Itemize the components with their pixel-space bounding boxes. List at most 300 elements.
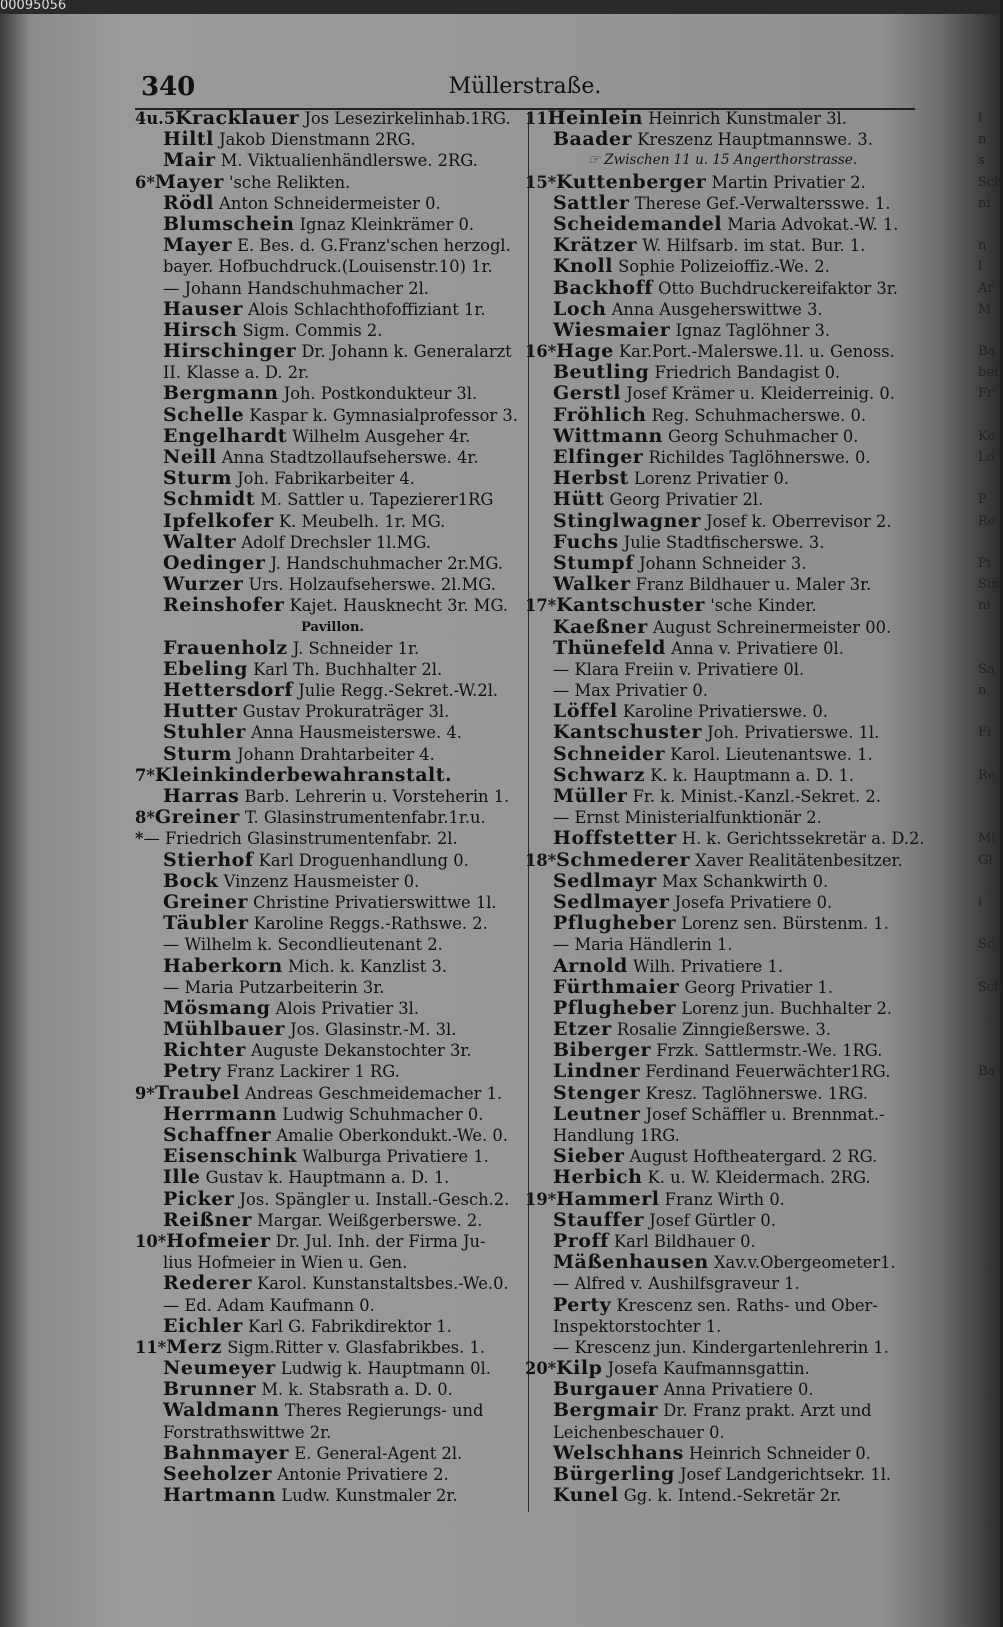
surname: Biberger [553, 1039, 652, 1062]
surname: Fürthmaier [553, 975, 680, 998]
house-number: 18* [525, 850, 557, 870]
surname: Richter [163, 1039, 246, 1062]
directory-entry [525, 913, 920, 934]
entry-text: Ludwig Schuhmacher 0. [282, 1104, 484, 1124]
directory-entry [135, 913, 530, 934]
surname: Bergmann [163, 382, 279, 405]
directory-entry [525, 405, 920, 426]
surname: Kunel [553, 1484, 619, 1507]
entry-text: — Maria Putzarbeiterin 3r. [163, 977, 385, 997]
entry-text: Therese Gef.-Verwaltersswe. 1. [634, 193, 891, 213]
margin-fragment [978, 320, 1000, 341]
entry-text: Ludw. Kunstmaler 2r. [281, 1486, 458, 1506]
surname: Pflugheber [553, 912, 677, 935]
entry-text: Christine Privatierswittwe 1l. [253, 892, 497, 912]
directory-entry [135, 256, 530, 277]
entry-text: Forstrathswittwe 2r. [163, 1422, 332, 1442]
surname: Etzer [553, 1018, 612, 1041]
directory-entry [525, 1464, 920, 1485]
entry-text: H. k. Gerichtssekretär a. D.2. [681, 829, 925, 849]
surname: Neumeyer [163, 1357, 276, 1380]
margin-fragment [978, 617, 1000, 638]
directory-entry [525, 1061, 920, 1082]
directory-entry [525, 998, 920, 1019]
directory-entry [135, 362, 530, 383]
entry-text: August Schreinermeister 00. [652, 617, 892, 637]
margin-fragment: ni [978, 195, 991, 211]
entry-text: Julie Regg.-Sekret.-W.2l. [298, 681, 499, 701]
surname: Proff [553, 1229, 609, 1252]
margin-fragment: Mi [978, 831, 996, 847]
surname: Scheidemandel [553, 212, 723, 235]
entry-text: Heinrich Kunstmaler 3l. [648, 109, 847, 128]
directory-entry [135, 1210, 530, 1231]
entry-text: Auguste Dekanstochter 3r. [250, 1041, 472, 1061]
entry-text: Dr. Johann k. Generalarzt [301, 342, 512, 362]
surname: Thünefeld [553, 636, 666, 659]
surname: Täubler [163, 912, 249, 935]
margin-fragment: Sin [978, 577, 1000, 593]
entry-text: Johann Drahtarbeiter 4. [237, 744, 435, 764]
margin-fragment [978, 532, 1000, 553]
surname: Hütt [553, 488, 605, 511]
surname: Schmederer [556, 848, 690, 871]
entry-text: Johann Schneider 3. [639, 553, 807, 573]
directory-entry [525, 1379, 920, 1400]
entry-text: — Ernst Ministerialfunktionär 2. [553, 808, 822, 828]
directory-entry [135, 108, 530, 129]
surname: Pflugheber [553, 996, 677, 1019]
margin-fragment [978, 1083, 1000, 1104]
margin-fragment [978, 786, 1000, 807]
margin-fragment: Fi [978, 725, 992, 741]
surname: Krätzer [553, 234, 637, 257]
directory-entry [135, 1337, 530, 1358]
entry-text: Josefa Privatiere 0. [674, 892, 833, 912]
directory-entry [135, 489, 530, 510]
surname: Stinglwagner [553, 509, 701, 532]
entry-text: Andreas Geschmeidemacher 1. [245, 1083, 503, 1103]
entry-text: Anna Ausgeherswittwe 3. [611, 299, 823, 319]
directory-entry [135, 701, 530, 722]
directory-entry [525, 680, 920, 701]
entry-text: M. Viktualienhändlerswe. 2RG. [220, 151, 478, 171]
directory-entry [525, 892, 920, 913]
surname: Bahnmayer [163, 1441, 290, 1464]
surname: Sattler [553, 191, 630, 214]
entry-text: — Klara Freiin v. Privatiere 0l. [553, 659, 805, 679]
margin-fragment [978, 1167, 1000, 1188]
margin-fragment: Sa [978, 661, 995, 677]
surname: Eichler [163, 1314, 243, 1337]
surname: Lindner [553, 1060, 641, 1083]
directory-entry [135, 574, 530, 595]
surname: Kilp [556, 1357, 603, 1380]
directory-entry [135, 892, 530, 913]
entry-text: Martin Privatier 2. [711, 172, 866, 192]
surname: Bürgerling [553, 1463, 675, 1485]
surname: Petry [163, 1060, 222, 1083]
directory-entry [135, 659, 530, 680]
margin-fragment [978, 1485, 1000, 1506]
entry-text: — Wilhelm k. Secondlieutenant 2. [163, 935, 443, 955]
entry-text: T. Glasinstrumentenfabr.1r.u. [245, 808, 486, 828]
entry-text: Maria Advokat.-W. 1. [727, 214, 899, 234]
margin-fragment [978, 871, 1000, 892]
directory-entry [135, 1061, 530, 1082]
surname: Arnold [553, 954, 628, 977]
directory-entry [135, 426, 530, 447]
surname: Sturm [163, 742, 232, 765]
surname: Hettersdorf [163, 679, 294, 702]
house-number: 7* [135, 765, 155, 785]
surname: Sieber [553, 1145, 625, 1168]
directory-entry [135, 235, 530, 256]
directory-entry [525, 150, 920, 171]
directory-entry [525, 362, 920, 383]
margin-fragment [978, 956, 1000, 977]
surname: Hirschinger [163, 340, 297, 363]
entry-text: Karl G. Fabrikdirektor 1. [248, 1316, 452, 1336]
entry-text: lius Hofmeier in Wien u. Gen. [163, 1253, 408, 1273]
directory-entry [525, 553, 920, 574]
surname: Schmidt [163, 488, 255, 511]
surname: Kaeßner [553, 615, 648, 638]
entry-text: Xaver Realitätenbesitzer. [695, 850, 903, 870]
surname: Stierhof [163, 848, 254, 871]
entry-text: Gg. k. Intend.-Sekretär 2r. [623, 1486, 842, 1506]
directory-entry [135, 998, 530, 1019]
directory-entry [525, 1337, 920, 1358]
directory-entry [135, 934, 530, 955]
directory-entry [525, 532, 920, 553]
surname: Wurzer [163, 573, 244, 596]
margin-fragment: P [978, 492, 987, 508]
directory-entry [525, 827, 925, 850]
surname: Picker [163, 1187, 235, 1210]
entry-text: Karol. Lieutenantswe. 1. [670, 744, 873, 764]
directory-entry [135, 1231, 530, 1252]
surname: Herrmann [163, 1102, 278, 1125]
surname: Seeholzer [163, 1463, 272, 1485]
directory-entry [525, 701, 920, 722]
entry-text: Josef Krämer u. Kleiderreinig. 0. [626, 384, 895, 404]
surname: Frauenholz [163, 636, 288, 659]
directory-entry [525, 807, 920, 828]
entry-text: — Ed. Adam Kaufmann 0. [163, 1295, 375, 1315]
entry-text: Gustav k. Hauptmann a. D. 1. [205, 1168, 450, 1188]
entry-text: Jos Lesezirkelinhab.1RG. [304, 109, 511, 128]
entry-text: Alois Schlachthofoffiziant 1r. [248, 299, 486, 319]
entry-text: M. Sattler u. Tapezierer1RG [260, 490, 494, 510]
directory-entry [135, 1464, 530, 1485]
surname: Fröhlich [553, 403, 647, 426]
running-head: Müllerstraße. [448, 74, 602, 99]
house-number: 17* [525, 596, 557, 616]
margin-fragment [978, 1295, 1000, 1316]
margin-fragment [978, 1210, 1000, 1231]
surname: Hoffstetter [553, 827, 677, 850]
surname: Engelhardt [163, 424, 288, 447]
surname: Heinlein [547, 107, 644, 129]
directory-entry [135, 1316, 530, 1337]
directory-entry [135, 1443, 530, 1464]
entry-text: Adolf Drechsler 1l.MG. [241, 532, 431, 552]
entry-text: Inspektorstochter 1. [553, 1316, 722, 1336]
margin-fragment: i [978, 894, 983, 910]
house-number: 16* [525, 342, 557, 362]
surname: Kleinkinderbewahranstalt. [154, 763, 453, 786]
surname: Hauser [163, 297, 243, 320]
entry-text: Anton Schneidermeister 0. [219, 193, 441, 213]
surname: Greiner [163, 890, 248, 913]
margin-fragment: Re [978, 767, 996, 783]
surname: Perty [553, 1293, 612, 1316]
entry-text: Margar. Weißgerberswe. 2. [257, 1210, 483, 1230]
directory-entry [135, 956, 530, 977]
margin-fragment [978, 1443, 1000, 1464]
margin-fragment [978, 1422, 1000, 1443]
entry-text: Lorenz jun. Buchhalter 2. [681, 998, 893, 1018]
directory-entry [135, 1295, 530, 1316]
entry-text: Kar.Port.-Malerswe.1l. u. Genoss. [619, 342, 895, 362]
margin-fragment [978, 1464, 1000, 1485]
entry-text: J. Schneider 1r. [292, 638, 420, 658]
surname: Bergmair [553, 1399, 659, 1422]
surname: Hofmeier [166, 1229, 271, 1252]
directory-entry [135, 1400, 530, 1421]
margin-fragment [978, 1316, 1000, 1337]
entry-text: Dr. Jul. Inh. der Firma Ju- [275, 1231, 486, 1251]
directory-entry [135, 1485, 530, 1506]
directory-entry [135, 828, 530, 849]
entry-text: K. Meubelh. 1r. MG. [278, 511, 446, 531]
directory-entry [135, 1189, 530, 1210]
entry-text: Lorenz sen. Bürstenm. 1. [681, 914, 889, 934]
surname: Herbst [553, 467, 629, 490]
entry-text: Franz Bildhauer u. Maler 3r. [635, 575, 872, 595]
directory-entry [135, 1273, 530, 1294]
entry-text: Ignaz Taglöhner 3. [675, 320, 831, 340]
surname: Walker [553, 573, 631, 596]
entry-text: Joh. Fabrikarbeiter 4. [237, 469, 415, 489]
entry-text: — Max Privatier 0. [553, 681, 708, 701]
entry-text: Anna Stadtzollaufseherswe. 4r. [221, 448, 479, 467]
directory-entry [135, 129, 530, 150]
surname: Burgauer [553, 1378, 659, 1401]
directory-entry [135, 977, 530, 998]
surname: Brunner [163, 1378, 257, 1401]
directory-entry [525, 1125, 920, 1146]
directory-entry [135, 511, 530, 532]
directory-entry [135, 172, 530, 193]
entry-text: August Hoftheatergard. 2 RG. [629, 1147, 878, 1167]
directory-entry [135, 214, 530, 235]
entry-text: — Johann Handschuhmacher 2l. [163, 278, 429, 298]
surname: Müller [553, 785, 628, 807]
margin-fragment [978, 1379, 1000, 1400]
entry-text: ☞ Zwischen 11 u. 15 Angerthorstrasse. [587, 152, 858, 169]
surname: Oedinger [163, 551, 266, 574]
surname: Stumpf [553, 551, 634, 574]
surname: Stuhler [163, 721, 246, 744]
directory-entry [525, 214, 920, 235]
margin-fragment: ni [978, 598, 991, 614]
margin-fragment [978, 701, 1000, 722]
directory-entry [135, 1040, 530, 1061]
directory-entry [525, 595, 920, 616]
entry-text: Franz Wirth 0. [664, 1189, 785, 1209]
surname: Harras [163, 785, 240, 807]
entry-text: Urs. Holzaufseherswe. 2l.MG. [248, 575, 496, 595]
margin-fragment: M [978, 301, 992, 317]
entry-text: Georg Schuhmacher 0. [668, 426, 859, 446]
directory-entry [525, 1189, 920, 1210]
entry-text: Dr. Franz prakt. Arzt und [663, 1401, 872, 1421]
entry-text: Karoline Privatierswe. 0. [622, 702, 828, 722]
margin-fragment [978, 998, 1000, 1019]
directory-entry [525, 1358, 920, 1379]
margin-fragment [978, 1400, 1000, 1421]
margin-fragment [978, 468, 1000, 489]
margin-fragment [978, 1189, 1000, 1210]
entry-text: Gustav Prokuraträger 3l. [242, 702, 450, 722]
directory-entry [525, 1295, 920, 1316]
surname: Waldmann [163, 1399, 280, 1422]
directory-entry [525, 1019, 920, 1040]
margin-fragment: n [978, 132, 987, 148]
directory-entry [135, 278, 530, 299]
surname: Hammerl [556, 1187, 660, 1210]
surname: Greiner [154, 806, 240, 829]
directory-entry [135, 553, 530, 574]
surname: Hutter [163, 700, 238, 723]
entry-text: K. u. W. Kleidermach. 2RG. [647, 1168, 871, 1188]
surname: Kuttenberger [556, 170, 707, 193]
surname: Schelle [163, 403, 245, 426]
directory-entry [525, 172, 920, 193]
directory-entry [525, 574, 920, 595]
margin-fragment: l [978, 259, 983, 275]
right-column [525, 107, 925, 1507]
surname: Beutling [553, 361, 650, 384]
directory-entry [525, 617, 920, 638]
entry-text: Sophie Polizeioffiz.-We. 2. [618, 257, 830, 277]
directory-entry [525, 1316, 920, 1337]
directory-entry [135, 150, 530, 171]
entry-text: Antonie Privatiere 2. [277, 1465, 449, 1484]
left-column [135, 108, 530, 1506]
surname: Rödl [163, 191, 214, 214]
entry-text: Karoline Reggs.-Rathswe. 2. [253, 914, 488, 934]
house-number: 19* [525, 1189, 557, 1209]
directory-entry [135, 765, 530, 786]
directory-entry [135, 532, 530, 553]
house-number: 10* [135, 1231, 167, 1251]
entry-text: Walburga Privatiere 1. [302, 1147, 489, 1167]
surname: Sturm [163, 467, 232, 490]
entry-text: Karl Th. Buchhalter 2l. [253, 659, 443, 679]
margin-fragment: n [978, 238, 987, 254]
margin-fragment [978, 638, 1000, 659]
margin-fragment [978, 1040, 1000, 1061]
directory-entry [525, 129, 920, 150]
directory-entry [525, 1400, 920, 1421]
directory-entry [525, 871, 920, 892]
house-number: 11* [135, 1337, 167, 1357]
entry-text: II. Klasse a. D. 2r. [163, 363, 310, 383]
surname: Neill [163, 446, 217, 468]
margin-fragment: s [978, 153, 985, 169]
directory-entry [525, 1167, 920, 1188]
entry-text: Fr. k. Minist.-Kanzl.-Sekret. 2. [632, 787, 881, 806]
directory-entry [525, 341, 920, 362]
entry-text: Max Schankwirth 0. [661, 871, 829, 891]
surname: Kracklauer [175, 107, 300, 129]
entry-text: J. Handschuhmacher 2r.MG. [270, 553, 504, 573]
surname: Backhoff [553, 276, 653, 299]
directory-entry [525, 256, 920, 277]
margin-fragment [978, 744, 1000, 765]
margin-fragment: Ba [978, 1064, 996, 1080]
margin-fragment [978, 1125, 1000, 1146]
entry-text: Jakob Dienstmann 2RG. [219, 130, 416, 150]
surname: Elfinger [553, 446, 644, 468]
entry-text: Lorenz Privatier 0. [634, 469, 789, 489]
entry-text: Barb. Lehrerin u. Vorsteherin 1. [244, 787, 510, 806]
margin-fragment [978, 1231, 1000, 1252]
directory-entry [525, 659, 920, 680]
directory-entry [135, 1167, 530, 1188]
entry-text: Frzk. Sattlermstr.-We. 1RG. [656, 1041, 883, 1061]
entry-text: Krescenz sen. Raths- und Ober- [616, 1295, 878, 1315]
directory-entry [525, 977, 920, 998]
house-number: 6* [135, 172, 155, 192]
entry-text: E. Bes. d. G.Franz'schen herzogl. [237, 236, 511, 256]
entry-text: — Krescenz jun. Kindergartenlehrerin 1. [553, 1337, 889, 1357]
entry-text: Kresz. Taglöhnerswe. 1RG. [645, 1083, 868, 1103]
margin-fragment: Lo [978, 450, 995, 465]
entry-text: Anna Hausmeisterswe. 4. [251, 723, 462, 743]
entry-text: Anna Privatiere 0. [663, 1380, 814, 1400]
directory-entry [525, 722, 920, 743]
surname: Ebeling [163, 657, 248, 680]
entry-text: Ferdinand Feuerwächter1RG. [645, 1062, 891, 1082]
surname: Baader [553, 128, 633, 151]
entry-text: Julie Stadtfischerswe. 3. [623, 532, 825, 552]
directory-entry [135, 405, 530, 426]
entry-text: M. k. Stabsrath a. D. 0. [261, 1380, 453, 1400]
entry-text: Kajet. Hausknecht 3r. MG. [289, 596, 509, 616]
entry-text: Handlung 1RG. [553, 1126, 680, 1145]
directory-entry [135, 468, 530, 489]
directory-entry [525, 934, 920, 955]
house-number: 15* [525, 172, 557, 192]
surname: Kantschuster [553, 721, 702, 744]
margin-fragment: Pi [978, 555, 991, 571]
page-header [135, 72, 915, 106]
directory-entry [135, 1252, 530, 1273]
surname: Sedlmayr [553, 869, 657, 892]
entry-text: Joh. Privatierswe. 1l. [707, 723, 880, 743]
directory-entry [135, 299, 530, 320]
surname: Hiltl [163, 128, 214, 151]
directory-entry [135, 193, 530, 214]
directory-entry [135, 1379, 530, 1400]
directory-entry [525, 1231, 920, 1252]
entry-text: Karl Droguenhandlung 0. [258, 850, 469, 870]
directory-entry [135, 1422, 530, 1443]
